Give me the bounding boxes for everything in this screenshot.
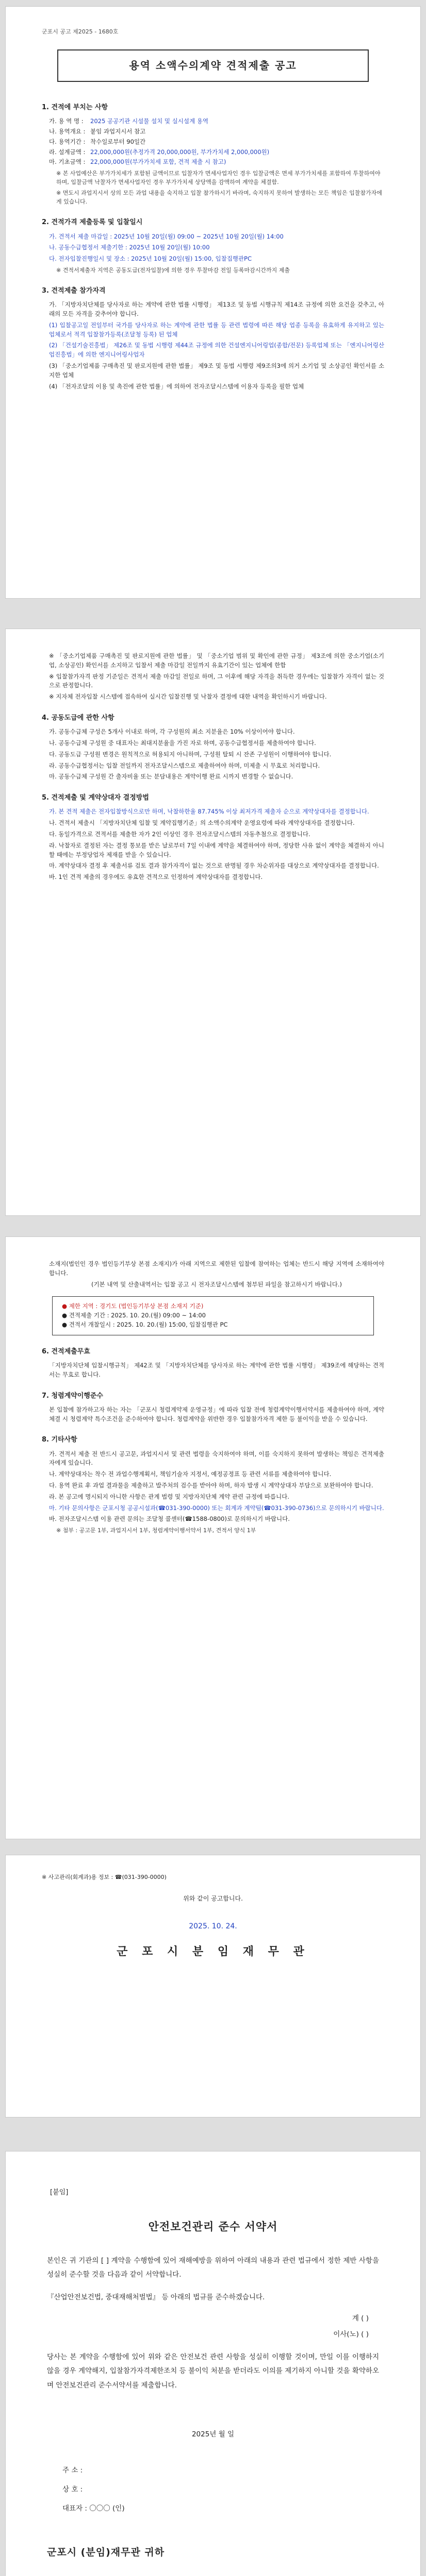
notice-title: 용역 소액수의계약 견적제출 공고 [57, 49, 369, 82]
paragraph: 본 입찰에 참가하고자 하는 자는 「군포시 청렴계약제 운영규정」에 따라 입찰 전에 청렴계약이행서약서를 제출하여야 하며, 계약 체결 시 청렴계약 특수조건을 준수하여야 합니다. 청렴계약을 위반한 경우 입찰참가자격 제한 등 불이익을 받을 수 있습니다. [49, 1405, 384, 1422]
list-item: 나. 공동수급체 구성원 중 대표자는 최대지분율을 가진 자로 하며, 공동수급협정서를 제출하여야 합니다. [49, 739, 316, 747]
document-page-1 [5, 6, 421, 599]
signature-line: 계 ( ) [352, 2314, 369, 2323]
list-item: 마. 공동수급체 구성원 간 출자비율 또는 분담내용은 계약이행 완료 시까지 변경할 수 없습니다. [49, 773, 293, 781]
list-item: 가. 본 견적 제출은 전자입찰방식으로만 하며, 낙찰하한율 87.745% 이상 최저가격 제출자 순으로 계약상대자를 결정합니다. [49, 808, 369, 816]
list-item: 라. 낙찰자로 결정된 자는 결정 통보를 받은 날로부터 7일 이내에 계약을 체결하여야 하며, 정당한 사유 없이 계약을 체결하지 아니할 때에는 부정당업자 제재를 받을 수 있습니다. [49, 841, 384, 858]
paragraph: (4) 「전자조달의 이용 및 촉진에 관한 법률」에 의하여 전자조달시스템에 이용자 등록을 필한 업체 [49, 382, 304, 390]
box-row: ● 견적서 개찰일시 : 2025. 10. 20.(월) 15:00, 입찰집행관 PC [62, 1321, 228, 1329]
info-box [52, 1296, 374, 1335]
paragraph: (3) 「중소기업제품 구매촉진 및 판로지원에 관한 법률」 제9조 및 동법 시행령 제9조의3에 의거 소기업 및 소상공인 확인서를 소지한 업체 [49, 362, 384, 379]
paragraph: (1) 입찰공고일 전일부터 국가를 당사자로 하는 계약에 관한 법률 등 관련 법령에 따른 해당 업종 등록을 유효하게 유지하고 있는 업체로서 적격 입찰참가등록(조달청 등록) 된 업체 [49, 321, 384, 338]
list-item: 마. 기타 문의사항은 군포시청 공공시설과(☎031-390-0000) 또는 회계과 계약팀(☎031-390-0736)으로 문의하시기 바랍니다. [49, 1504, 384, 1512]
issuing-authority: 군 포 시 분 임 재 무 관 [117, 1945, 309, 1959]
list-item: 가. 공동수급체 구성은 5개사 이내로 하며, 각 구성원의 최소 지분율은 10% 이상이어야 합니다. [49, 728, 295, 736]
note: ※ 본 사업예산은 부가가치세가 포함된 금액이므로 입찰자가 면세사업자인 경우 입찰금액은 면세 부가가치세를 포함하여 투찰하여야 하며, 입찰금액 낙찰자가 면세사업자인 경우 부가가치세 상당액을 감액하여 계약을 체결함. [56, 170, 381, 186]
list-item: 마. 계약상대자 결정 후 제출서류 검토 결과 참가자격이 없는 것으로 판명될 경우 차순위자를 대상으로 계약상대자를 결정합니다. [49, 862, 379, 870]
pledge-quote: 『산업안전보건법, 중대재해처벌법』 등 아래의 법규를 준수하겠습니다. [47, 2293, 265, 2302]
note-warning: ※ 면도시 과업지시서 상의 모든 과업 내용을 숙지하고 입찰 참가하시기 바라며, 숙지하지 못하여 발생하는 모든 책임은 입찰참가자에게 있습니다. [56, 190, 382, 206]
doc-number: 군포시 공고 제2025 - 1680호 [42, 28, 119, 35]
info-row: 다. 용역기간 : 착수일로부터 90일간 [49, 138, 146, 145]
address-field: 주 소 : [62, 2466, 83, 2475]
box-row: ● 견적제출 기간 : 2025. 10. 20.(월) 09:00 ~ 14:00 [62, 1312, 206, 1319]
section-4-heading: 4. 공동도급에 관한 사항 [42, 714, 114, 722]
info-row: 가. 용 역 명 : 2025 공공기관 시설물 설치 및 실시설계 용역 [49, 117, 208, 125]
document-page-4 [5, 1855, 421, 2117]
list-item: 바. 1인 견적 제출의 경우에도 유효한 견적으로 인정하여 계약상대자를 결정합니다. [49, 873, 263, 881]
pledge-date: 2025년 월 일 [191, 2430, 235, 2438]
list-item: 라. 본 공고에 명시되지 아니한 사항은 관계 법령 및 지방자치단체 계약 관련 규정에 따릅니다. [49, 1493, 289, 1500]
section-2-heading: 2. 견적가격 제출등록 및 입찰일시 [42, 218, 143, 227]
info-row: 마. 기초금액 : 22,000,000원(부가가치세 포함, 견적 제출 시 참고) [49, 158, 226, 166]
paragraph: (2) 「건설기술진흥법」 제26조 및 동법 시행령 제44조 규정에 의한 건설엔지니어링업(종합/전문) 등록업체 또는 「엔지니어링산업진흥법」에 의한 엔지니어링사업자 [49, 342, 384, 359]
box-row: ● 제한 지역 : 경기도 (법인등기부상 본점 소재지 기준) [62, 1302, 204, 1310]
section-3-heading: 3. 견적제출 참가자격 [42, 287, 106, 295]
addressee: 군포시 (분임)재무관 귀하 [47, 2547, 165, 2558]
pledge-paragraph: 당사는 본 계약을 수행함에 있어 위와 같은 안전보건 관련 사항을 성실히 이행할 것이며, 만일 이를 이행하지 않을 경우 계약해지, 입찰참가자격제한조치 등 불이익 처분을 받더라도 이의를 제기하지 아니할 것을 확약하오며 안전보건관리 준수서약서를 제출합니다. [47, 2352, 380, 2389]
section-1-heading: 1. 견적에 부치는 사항 [42, 104, 108, 112]
section-5-heading: 5. 견적제출 및 계약상대자 결정방법 [42, 794, 149, 802]
list-item: 다. 용역 완료 후 과업 결과물을 제출하고 발주처의 검수를 받아야 하며, 하자 발생 시 계약상대자 부담으로 보완하여야 합니다. [49, 1481, 373, 1489]
list-item: 바. 전자조달시스템 이용 관련 문의는 조달청 콜센터(☎1588-0800)로 문의하시기 바랍니다. [49, 1515, 290, 1523]
schedule-row: 다. 전자입찰진행일시 및 장소 : 2025년 10월 20일(월) 15:00, 입찰집행관PC [49, 255, 252, 263]
paragraph: ※ 입찰참가자격 판정 기준일은 견적서 제출 마감일 전일로 하며, 그 이후에 해당 자격을 취득한 경우에는 입찰참가 자격이 없는 것으로 판정합니다. [49, 672, 384, 689]
pledge-paragraph: 본인은 귀 기관의 [ ] 계약을 수행함에 있어 재해예방을 위하여 아래의 내용과 관련 법규에서 정한 제반 사항을 성실히 준수할 것을 다음과 같이 서약합니다. [47, 2256, 379, 2279]
schedule-row: 나. 공동수급협정서 제출기한 : 2025년 10월 20일(월) 10:00 [49, 244, 210, 251]
paragraph: ※ 「중소기업제품 구매촉진 및 판로지원에 관한 법률」 및 「중소기업 범위 및 확인에 관한 규정」 제3조에 의한 중소기업(소기업, 소상공인) 확인서를 소지하고 입찰서 제출 마감일 전일까지 유효기간이 있는 업체에 한함 [49, 652, 384, 669]
paragraph: 가. 「지방자치단체를 당사자로 하는 계약에 관한 법률 시행령」 제13조 및 동법 시행규칙 제14조 규정에 의한 요건을 갖추고, 아래의 모든 자격을 갖추어야 합니다. [49, 301, 384, 318]
list-item: 다. 공동도급 구성원 변경은 원칙적으로 허용되지 아니하며, 구성원 탈퇴 시 잔존 구성원이 이행하여야 합니다. [49, 750, 332, 758]
document-page-2 [5, 629, 421, 1216]
paragraph: (기본 내역 및 산출내역서는 입찰 공고 시 전자조달시스템에 첨부된 파일을 참고하시기 바랍니다.) [91, 1280, 342, 1288]
document-page-5 [5, 2151, 421, 2576]
list-item: 라. 공동수급협정서는 입찰 전일까지 전자조달시스템으로 제출하여야 하며, 미제출 시 무효로 처리합니다. [49, 761, 320, 769]
list-item: 나. 계약상대자는 착수 전 과업수행계획서, 책임기술자 지정서, 예정공정표 등 관련 서류를 제출하여야 합니다. [49, 1470, 332, 1478]
contact-info: ※ 사고관리(회계과)용 정보 : ☎(031-390-0000) [42, 1874, 167, 1880]
section-6-heading: 6. 견적제출무효 [42, 1347, 90, 1355]
list-item: 다. 동일가격으로 견적서를 제출한 자가 2인 이상인 경우 전자조달시스템의 자동추첨으로 결정합니다. [49, 831, 310, 838]
schedule-row: 가. 견적서 제출 마감일 : 2025년 10월 20일(월) 09:00 ~ 2025년 10월 20일(월) 14:00 [49, 232, 284, 240]
paragraph: 「지방자치단체 입찰시행규칙」 제42조 및 「지방자치단체를 당사자로 하는 계약에 관한 법률 시행령」 제39조에 해당하는 견적서는 무효로 합니다. [49, 1362, 384, 1378]
signature-line: 이사(노) ( ) [333, 2330, 369, 2338]
info-row: 나. 용역개요 : 붙임 과업지시서 참고 [49, 128, 146, 135]
section-8-heading: 8. 기타사항 [42, 1436, 77, 1444]
paragraph: 소재지(법인인 경우 법인등기부상 본점 소재지)가 아래 지역으로 제한된 입찰에 참여하는 업체는 반드시 해당 지역에 소재하여야 합니다. [49, 1260, 385, 1277]
representative-field: 대표자 : 〇〇〇 (인) [62, 2504, 125, 2513]
section-7-heading: 7. 청렴계약이행준수 [42, 1392, 103, 1400]
note-warning: ※ 견적서제출자 지역은 공동도급(전자입찰)에 의한 경우 투찰마감 전일 등록마감시간까지 제출 [56, 267, 290, 274]
notice-date: 2025. 10. 24. [189, 1922, 237, 1930]
pledge-title: 안전보건관리 준수 서약서 [148, 2221, 278, 2233]
company-field: 상 호 : [62, 2485, 83, 2494]
list-item: 가. 견적서 제출 전 반드시 공고문, 과업지시서 및 관련 법령을 숙지하여야 하며, 이를 숙지하지 못하여 발생하는 책임은 견적제출자에게 있습니다. [49, 1450, 384, 1467]
list-item: 나. 견적서 제출시 「지방자치단체 입찰 및 계약집행기준」의 소액수의계약 운영요령에 따라 계약상대자를 결정합니다. [49, 819, 355, 827]
paragraph: ※ 지자체 전자입찰 시스템에 접속하여 실시간 입찰진행 및 낙찰자 결정에 대한 내역을 확인하시기 바랍니다. [49, 693, 327, 701]
info-row: 라. 설계금액 : 22,000,000원(추정가격 20,000,000원, 부가가치세 2,000,000원) [49, 148, 270, 156]
document-page-3 [5, 1236, 421, 1839]
closing-text: 위와 같이 공고합니다. [183, 1895, 243, 1903]
attachment-header: [붙임] [50, 2189, 69, 2196]
attachment-note: ※ 첨부 : 공고문 1부, 과업지시서 1부, 청렴계약이행서약서 1부, 견적서 양식 1부 [56, 1527, 256, 1534]
